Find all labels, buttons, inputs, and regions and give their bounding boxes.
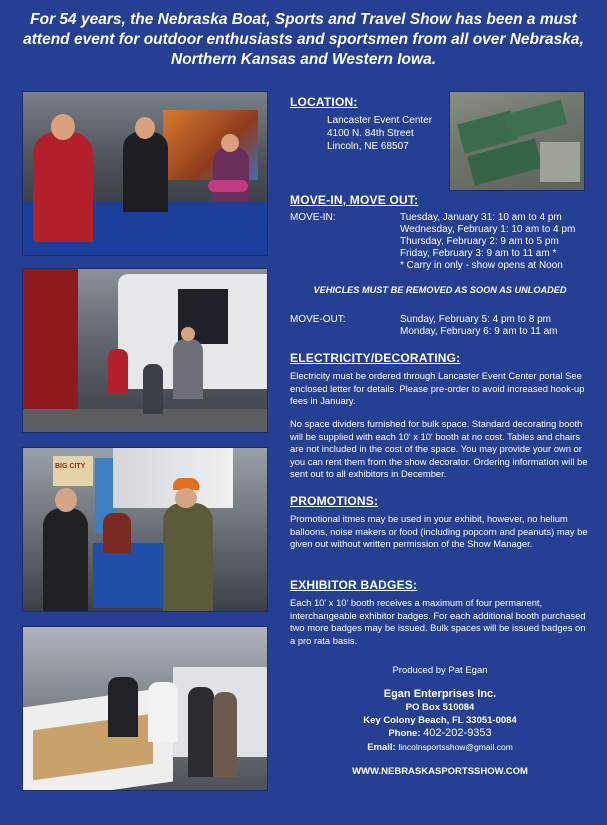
move-in-time-1: Tuesday, January 31: 10 am to 4 pm (400, 212, 562, 223)
email-address[interactable]: lincolnsportsshow@gmail.com (398, 742, 513, 752)
promotions-text: Promotional itmes may be used in your exhibit, however, no helium balloons, noise makers or food (including popcorn and peanuts) may be given out without written permission of the Show Manager. (290, 513, 588, 549)
phone-number: 402-202-9353 (423, 727, 492, 739)
booth-photo (22, 91, 268, 256)
move-in-label: MOVE-IN: (290, 212, 336, 223)
headline: For 54 years, the Nebraska Boat, Sports and Travel Show has been a must attend event for outdoor enthusiasts and sportsmen from all over Nebraska, Northern Kansas and Western Iowa. (23, 11, 584, 68)
email-label: Email: (367, 742, 399, 753)
produced-by: Produced by Pat Egan (392, 665, 488, 676)
electricity-paragraph-1: Electricity must be ordered through Lancaster Event Center portal See enclosed letter for details. Please pre-order to avoid increased hook-up fees in January. (290, 370, 585, 406)
electricity-title: ELECTRICITY/DECORATING: (290, 351, 461, 365)
website-link[interactable]: WWW.NEBRASKASPORTSSHOW.COM (352, 766, 528, 777)
vehicle-notice: VEHICLES MUST BE REMOVED AS SOON AS UNLOADED (313, 285, 567, 295)
move-in-time-3: Thursday, February 2: 9 am to 5 pm (400, 236, 559, 247)
phone-label: Phone: (388, 728, 424, 739)
promotions-title: PROMOTIONS: (290, 494, 379, 508)
move-in-time-4: Friday, February 3: 9 am to 11 am * (400, 248, 557, 259)
email-line (290, 741, 590, 755)
po-box: PO Box 510084 (405, 702, 475, 713)
badges-title: EXHIBITOR BADGES: (290, 578, 418, 592)
aerial-venue-photo (449, 91, 585, 191)
move-out-label: MOVE-OUT: (290, 314, 346, 325)
boat-display-photo (22, 626, 268, 791)
move-title: MOVE-IN, MOVE OUT: (290, 193, 419, 207)
company-name: Egan Enterprises Inc. (383, 688, 497, 700)
move-in-note: * Carry in only - show opens at Noon (400, 260, 563, 271)
exhibit-table-photo (22, 447, 268, 612)
city-line: Key Colony Beach, FL 33051-0084 (363, 715, 517, 726)
location-line-2: 4100 N. 84th Street (327, 128, 414, 139)
location-title: LOCATION: (290, 95, 358, 109)
location-line-3: Lincoln, NE 68507 (327, 141, 409, 152)
move-out-time-2: Monday, February 6: 9 am to 11 am (400, 326, 558, 337)
move-in-time-2: Wednesday, February 1: 10 am to 4 pm (400, 224, 576, 235)
electricity-paragraph-2: No space dividers furnished for bulk space. Standard decorating booth will be supplied with each 10' x 10' booth at no cost. Tables and chairs are not included in the cost of the space. You may provide your own or you can rent them from the show decorator. Ordering information will be sent out to all exhibitors in December. (290, 418, 588, 479)
move-out-time-1: Sunday, February 5: 4 pm to 8 pm (400, 314, 552, 325)
location-line-1: Lancaster Event Center (327, 115, 433, 126)
rv-aisle-photo (22, 268, 268, 433)
badges-text: Each 10' x 10' booth receives a maximum of four permanent, interchangeable exhibitor badges. For each additional booth purchased two more badges may be issued. Bulk spaces will be issued badges on a pro rata basis. (290, 597, 586, 646)
phone-line (290, 727, 590, 741)
photo-sign-text: BIG CITY (55, 463, 86, 470)
